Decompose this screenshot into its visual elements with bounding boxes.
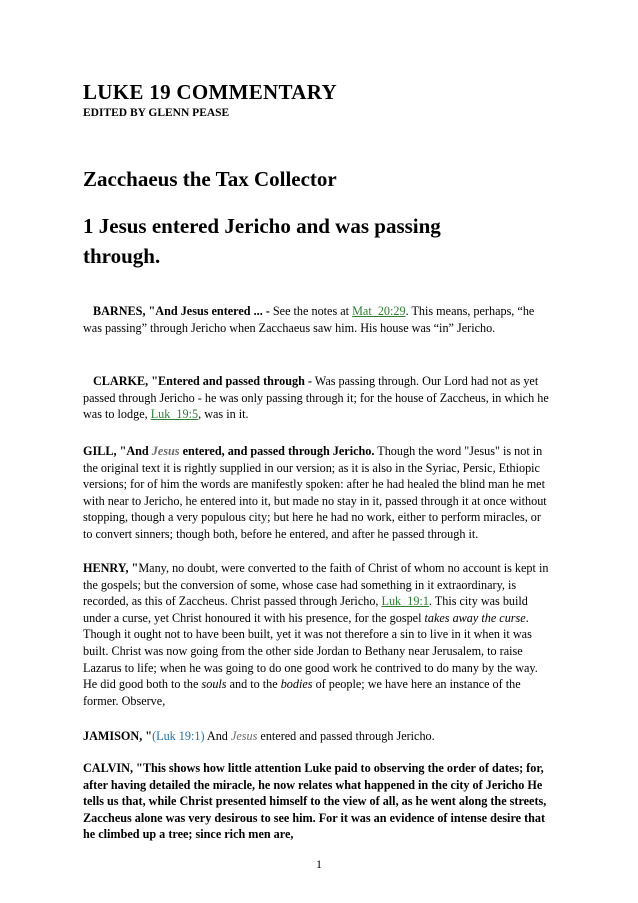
barnes-paragraph [83, 303, 549, 336]
document-title: LUKE 19 COMMENTARY [83, 80, 337, 104]
henry-italic-1: takes away the curse [424, 610, 526, 625]
jamison-lead: JAMISON, " [83, 729, 153, 743]
henry-italic-3: bodies [280, 677, 313, 692]
henry-text-3: . Though it ought not to have been built, yet it was not therefore a sin to live in it when it was built. Christ was now going from the other side Jordan to Bethany near Jerusalem, to raise Lazarus to life; when he was going to do one good work he contrived to do many by the way. He did good both to the [83, 610, 538, 692]
document-subtitle: EDITED BY GLENN PEASE [83, 107, 230, 119]
barnes-lead: BARNES, "And Jesus entered ... - [93, 304, 270, 318]
henry-italic-2: souls [201, 677, 227, 692]
jamison-text-2: entered and passed through Jericho. [257, 729, 435, 743]
clarke-text-2: , was in it. [198, 407, 249, 422]
jamison-ref[interactable]: (Luk 19:1) [152, 729, 205, 743]
clarke-text-1: Was passing through. Our Lord had not as yet passed through Jericho - he was only passing through it; for the house of Zaccheus, in which he was to lodge, [83, 374, 549, 422]
henry-text-2: . This city was build under a curse, yet Christ honoured it with his presence, for the gospel [83, 594, 528, 625]
gill-jesus: Jesus [151, 444, 180, 458]
barnes-text-1: See the notes at [269, 304, 353, 318]
barnes-ref-link[interactable]: Mat_20:29 [352, 304, 406, 318]
henry-ref-link[interactable]: Luk_19:1 [381, 594, 429, 609]
section-heading: Zacchaeus the Tax Collector [83, 167, 337, 191]
gill-text: Though the word "Jesus" is not in the original text it is rightly supplied in our version; as it is also in the Syriac, Persic, Ethiopic versions; for of him the words are manifestly spoken: after he had healed the blind man he met with near to Jericho, he entered into it, but made no stay in it, passed through it at once without stopping, though a very populous city; but here he had no work, either to perform miracles, or to convert sinners; though both, before he entered, and after he passed through it. [83, 444, 547, 541]
henry-paragraph [83, 560, 549, 709]
henry-lead: HENRY, " [83, 561, 139, 575]
henry-text-5: of people; we have here an instance of the former. Observe, [83, 677, 521, 708]
henry-text-4: and to the [226, 677, 281, 692]
page-number: 1 [316, 857, 322, 871]
verse-heading [83, 211, 553, 271]
jamison-paragraph [83, 728, 549, 745]
calvin-paragraph: CALVIN, "This shows how little attention Luke paid to observing the order of dates; for, after having detailed the miracle, he now relates what happened in the city of Jericho He tells us that, while Christ presented himself to the view of all, as he went along the streets, Zaccheus alone was very desirous to see him. For it was an evidence of intense desire that he climbed up a tree; since rich men are, [83, 761, 547, 842]
jamison-text-1: And [204, 729, 231, 743]
gill-lead-2: entered, and passed through Jericho. [179, 444, 375, 458]
henry-text-1: Many, no doubt, were converted to the faith of Christ of whom no account is kept in the gospels; but the conversion of some, whose case had something in it extraordinary, is recorded, as this of Zaccheus. Christ passed through Jericho, [83, 561, 549, 609]
clarke-lead: CLARKE, "Entered and passed through - [93, 374, 312, 388]
verse-line-1: 1 Jesus entered Jericho and was passing [83, 214, 441, 238]
verse-line-2: through. [83, 244, 161, 268]
clarke-ref-link[interactable]: Luk_19:5 [150, 407, 199, 422]
clarke-paragraph [83, 373, 549, 423]
gill-paragraph [83, 443, 549, 543]
gill-lead-1: GILL, "And [83, 444, 152, 458]
barnes-text-2: . This means, perhaps, “he was passing” through Jericho when Zacchaeus saw him. His house was “in” Jericho. [83, 304, 535, 335]
jamison-jesus: Jesus [230, 729, 258, 743]
